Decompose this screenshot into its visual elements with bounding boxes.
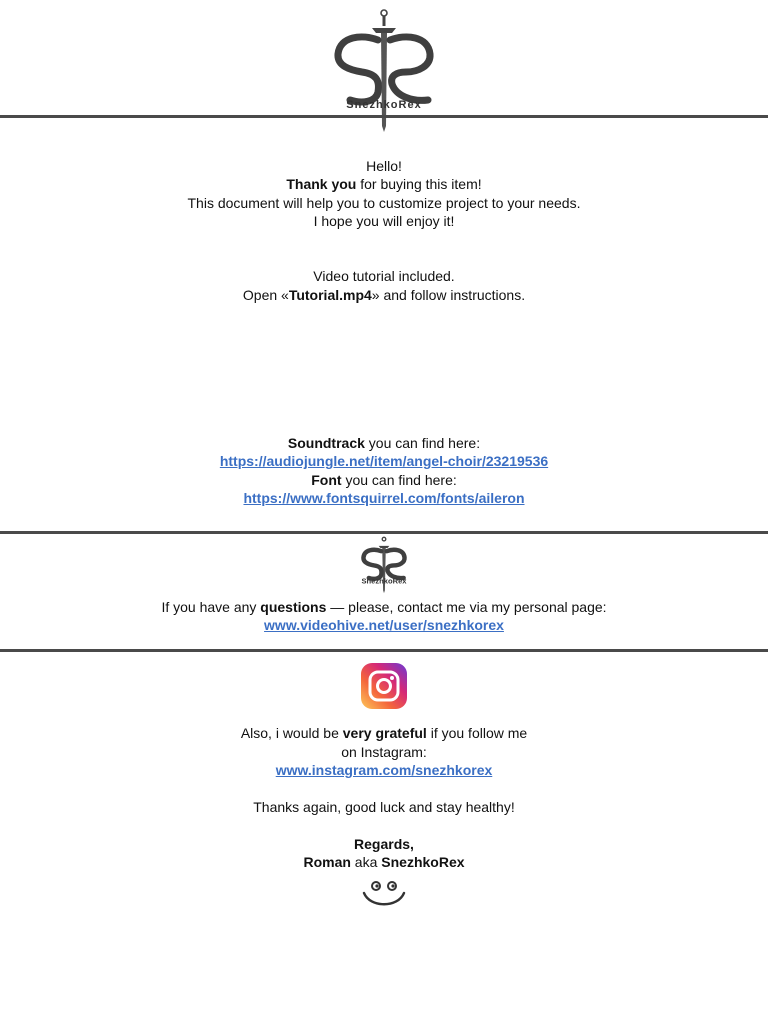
divider-top — [0, 115, 768, 118]
instagram-link-row — [0, 761, 768, 779]
tutorial-filename: Tutorial.mp4 — [288, 287, 372, 303]
regards-text: Regards, — [354, 836, 414, 852]
font-link-row — [0, 489, 768, 507]
instagram-link[interactable]: www.instagram.com/snezhkorex — [275, 762, 493, 778]
divider-bottom — [0, 649, 768, 652]
videohive-link-row — [0, 616, 768, 634]
signature-line — [0, 853, 768, 871]
signature-alias: SnezhkoRex — [381, 854, 465, 870]
questions-post: — please, contact me via my personal page: — [326, 599, 607, 615]
greeting: Hello! — [366, 158, 402, 174]
divider-middle — [0, 531, 768, 534]
soundtrack-bold: Soundtrack — [287, 435, 365, 451]
tutorial-open-line — [0, 286, 768, 304]
instagram-line: on Instagram: — [341, 744, 427, 760]
grateful-line — [0, 724, 768, 742]
grateful-post: if you follow me — [426, 725, 528, 741]
soundtrack-line — [0, 434, 768, 452]
questions-pre: If you have any — [161, 599, 261, 615]
grateful-pre: Also, i would be — [240, 725, 343, 741]
smiley-face-icon — [360, 880, 408, 910]
instagram-icon — [361, 663, 407, 709]
font-bold: Font — [311, 472, 342, 488]
tutorial-line: Video tutorial included. — [313, 268, 455, 284]
questions-line — [0, 598, 768, 616]
thanks-rest: for buying this item! — [356, 176, 482, 192]
soundtrack-rest: you can find here: — [364, 435, 481, 451]
thanks-line — [0, 175, 768, 193]
regards-line — [0, 835, 768, 853]
open-pre: Open « — [242, 287, 289, 303]
signature-aka: aka — [350, 854, 382, 870]
grateful-bold: very grateful — [342, 725, 427, 741]
logo-brand-text: SnezhkoRex — [346, 99, 422, 111]
thanks-again-line: Thanks again, good luck and stay healthy! — [253, 799, 515, 815]
snezhkorex-small-logo-icon — [360, 536, 408, 594]
thanks-bold: Thank you — [286, 176, 357, 192]
intro-line-4: I hope you will enjoy it! — [313, 213, 455, 229]
soundtrack-link-row — [0, 452, 768, 470]
videohive-link[interactable]: www.videohive.net/user/snezhkorex — [264, 617, 504, 633]
signature-name: Roman — [303, 854, 351, 870]
font-line — [0, 471, 768, 489]
font-rest: you can find here: — [341, 472, 457, 488]
open-post: » and follow instructions. — [371, 287, 526, 303]
font-link[interactable]: https://www.fontsquirrel.com/fonts/aileron — [243, 490, 525, 506]
questions-bold: questions — [260, 599, 327, 615]
soundtrack-link[interactable]: https://audiojungle.net/item/angel-choir/23219536 — [219, 453, 549, 469]
intro-line-3: This document will help you to customize project to your needs. — [187, 195, 581, 211]
small-logo-brand-text: SnezhkoRex — [361, 576, 407, 586]
